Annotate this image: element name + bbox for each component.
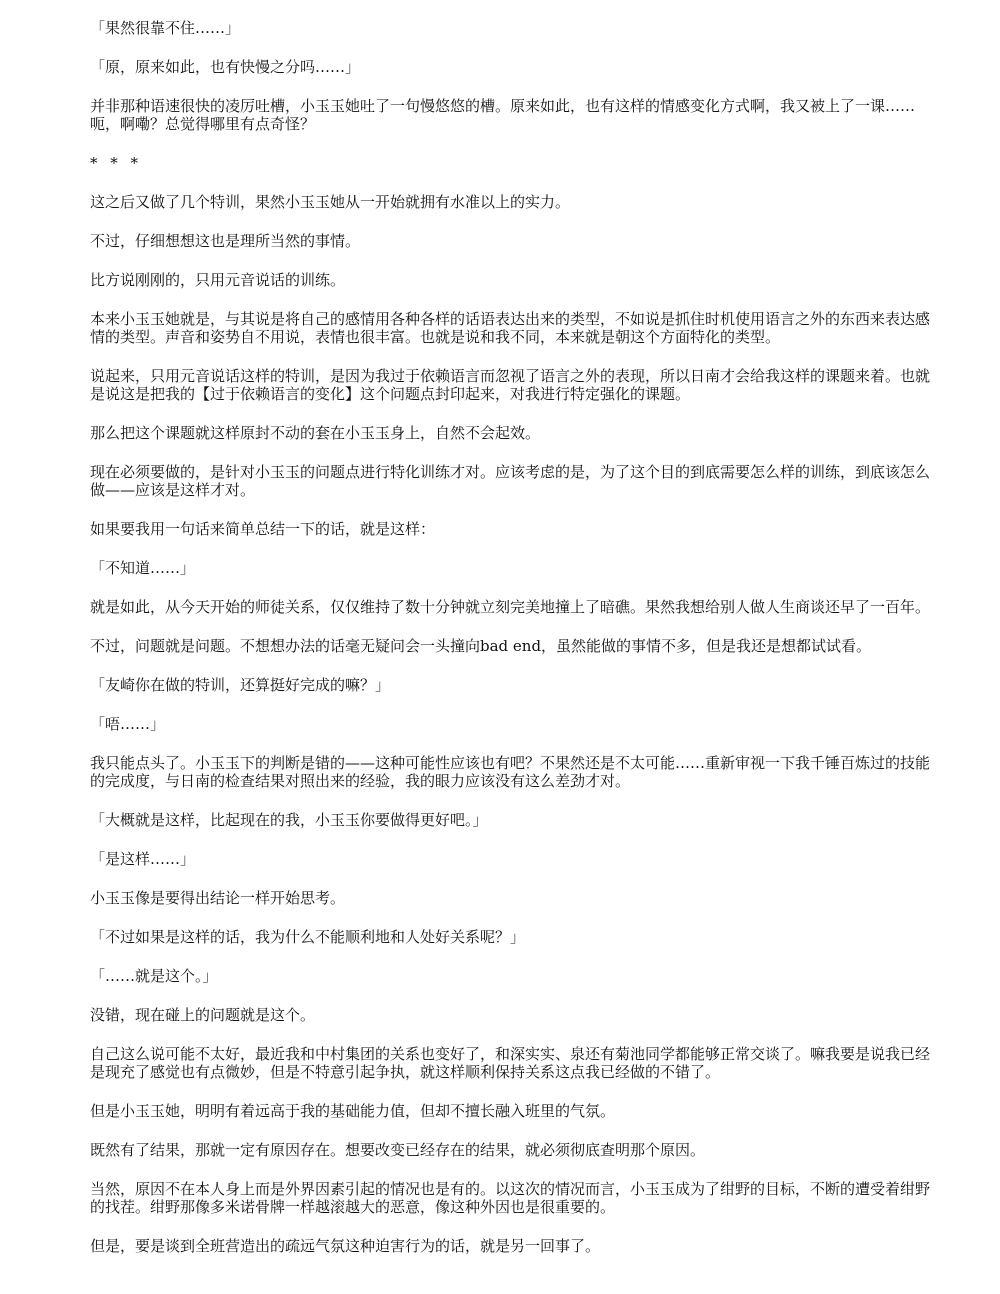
paragraph: 「果然很靠不住……」 (90, 19, 241, 37)
paragraph: 比方说刚刚的，只用元音说话的训练。 (90, 271, 346, 289)
paragraph: 没错，现在碰上的问题就是这个。 (90, 1006, 316, 1024)
paragraph: 自己这么说可能不太好，最近我和中村集团的关系也变好了，和深实实、泉还有菊池同学都能够正常交谈了。嘛我要是说我已经是现充了感觉也有点微妙，但是不特意引起争执，就这样顺利保持关系这点我已经做的不错了。 (90, 1045, 931, 1081)
paragraph: 「是这样……」 (90, 850, 196, 868)
paragraph: 我只能点头了。小玉玉下的判断是错的——这种可能性应该也有吧？不果然还是不太可能……重新审视一下我千锤百炼过的技能的完成度，与日南的检查结果对照出来的经验，我的眼力应该没有这么差劲才对。 (90, 754, 931, 790)
paragraph: 「唔……」 (90, 715, 166, 733)
paragraph: 现在必须要做的，是针对小玉玉的问题点进行特化训练才对。应该考虑的是，为了这个目的到底需要怎么样的训练，到底该怎么做——应该是这样才对。 (90, 463, 931, 499)
paragraph: 如果要我用一句话来简单总结一下的话，就是这样： (90, 520, 436, 538)
paragraph: 「大概就是这样，比起现在的我，小玉玉你要做得更好吧。」 (90, 811, 488, 829)
paragraph: 当然，原因不在本人身上而是外界因素引起的情况也是有的。以这次的情况而言，小玉玉成为了绀野的目标，不断的遭受着绀野的找茬。绀野那像多米诺骨牌一样越滚越大的恶意，像这种外因也是很重要的。 (90, 1180, 931, 1216)
paragraph: 但是小玉玉她，明明有着远高于我的基础能力值，但却不擅长融入班里的气氛。 (90, 1102, 616, 1120)
paragraph: 那么把这个课题就这样原封不动的套在小玉玉身上，自然不会起效。 (90, 424, 541, 442)
paragraph: 小玉玉像是要得出结论一样开始思考。 (90, 889, 346, 907)
paragraph: 既然有了结果，那就一定有原因存在。想要改变已经存在的结果，就必须彻底查明那个原因。 (90, 1141, 706, 1159)
paragraph: 「原，原来如此，也有快慢之分吗……」 (90, 58, 361, 76)
paragraph: 本来小玉玉她就是，与其说是将自己的感情用各种各样的话语表达出来的类型，不如说是抓住时机使用语言之外的东西来表达感情的类型。声音和姿势自不用说，表情也很丰富。也就是说和我不同，本来就是朝这个方面特化的类型。 (90, 310, 931, 346)
paragraph: 但是，要是谈到全班营造出的疏远气氛这种迫害行为的话，就是另一回事了。 (90, 1237, 601, 1255)
paragraph: 就是如此，从今天开始的师徒关系，仅仅维持了数十分钟就立刻完美地撞上了暗礁。果然我想给别人做人生商谈还早了一百年。 (90, 598, 931, 616)
paragraph: 并非那种语速很快的凌厉吐槽，小玉玉她吐了一句慢悠悠的槽。原来如此，也有这样的情感变化方式啊，我又被上了一课……呃，啊嘞？总觉得哪里有点奇怪？ (90, 97, 916, 133)
paragraph: 「不知道……」 (90, 559, 196, 577)
document-page (90, 19, 942, 1276)
paragraph: 「……就是这个。」 (90, 967, 218, 985)
paragraph: 「不过如果是这样的话，我为什么不能顺利地和人处好关系呢？」 (90, 928, 526, 946)
paragraph: 不过，问题就是问题。不想想办法的话毫无疑问会一头撞向bad end，虽然能做的事情不多，但是我还是想都试试看。 (90, 637, 872, 655)
paragraph: 说起来，只用元音说话这样的特训，是因为我过于依赖语言而忽视了语言之外的表现，所以日南才会给我这样的课题来着。也就是说这是把我的【过于依赖语言的变化】这个问题点封印起来，对我进行特定强化的课题。 (90, 367, 931, 403)
paragraph: 不过，仔细想想这也是理所当然的事情。 (90, 232, 361, 250)
paragraph: 这之后又做了几个特训，果然小玉玉她从一开始就拥有水准以上的实力。 (90, 193, 571, 211)
paragraph: 「友崎你在做的特训，还算挺好完成的嘛？」 (90, 676, 391, 694)
scene-separator: * * * (90, 154, 143, 172)
